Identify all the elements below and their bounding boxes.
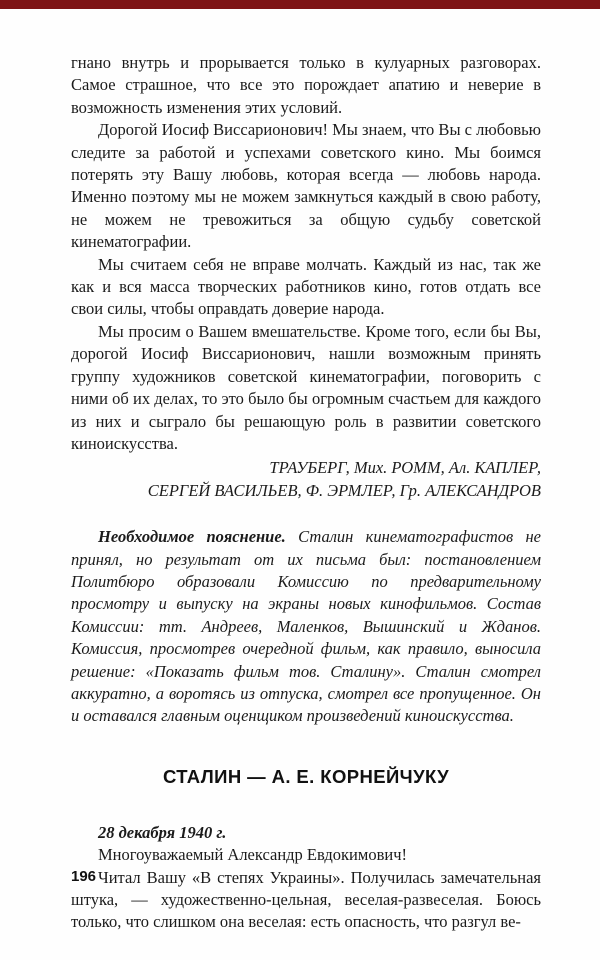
paragraph-letter-3: Мы просим о Вашем вмешательстве. Кроме того, если бы Вы, дорогой Иосиф Виссарионович, нашли возможным принять группу художников советской кинематографии, поговорить с ними об их делах, то это было бы огромным счастьем для каждого из них и сыграло бы решающую роль в развитии советского киноискусства. <box>71 321 541 453</box>
editor-note-body: Сталин кинематографистов не принял, но результат от их письма был: постановлением Политбюро образовали Комиссию по предварительному просмотру и выпуску на экраны новых кинофильмов. Состав Комиссии: тт. Андреев, Маленков, Вышинский и Жданов. Комиссия, просмотрев очередной фильм, как правило, выносила решение: «Показать фильм тов. Сталину». Сталин смотрел аккуратно, а воротясь из отпуска, смотрел все пропущенное. Он и оставался главным оценщиком произведений киноискусства. <box>71 527 542 726</box>
editor-note <box>71 526 541 728</box>
editor-note-lead: Необходимое пояснение. <box>98 527 286 547</box>
page-top-edge <box>0 0 600 9</box>
letter-salutation: Многоуважаемый Александр Евдокимович! <box>98 845 407 865</box>
paragraph-last: Читал Вашу «В степях Украины». Получилась замечательная штука, — художественно-цельная, веселая-развеселая. Боюсь только, что слишком она веселая: есть опасность, что разгул ве- <box>71 867 541 932</box>
page-number: 196 <box>71 868 97 885</box>
signature-line-2: СЕРГЕЙ ВАСИЛЬЕВ, Ф. ЭРМЛЕР, Гр. АЛЕКСАНДРОВ <box>147 480 541 500</box>
signature-block <box>71 457 541 502</box>
signature-line-1: ТРАУБЕРГ, Мих. РОММ, Ал. КАПЛЕР, <box>269 458 541 478</box>
text-block <box>71 52 541 934</box>
paragraph-letter-1: Дорогой Иосиф Виссарионович! Мы знаем, что Вы с любовью следите за работой и успехами советского кино. Мы боимся потерять эту Вашу любовь, которая всегда — любовь народа. Именно поэтому мы не можем замкнуться каждый в свою работу, не можем не тревожиться за общую судьбу советской кинематографии. <box>71 120 541 252</box>
section-heading: СТАЛИН — А. Е. КОРНЕЙЧУКУ <box>162 765 450 787</box>
letter-date: 28 декабря 1940 г. <box>98 822 227 842</box>
paragraph-continuation: гнано внутрь и прорывается только в кулуарных разговорах. Самое страшное, что все это порождает апатию и неверие в возможность изменения этих условий. <box>71 53 541 117</box>
paragraph-letter-2: Мы считаем себя не вправе молчать. Каждый из нас, так же как и вся масса творческих работников кино, готов отдать все свои силы, чтобы оправдать доверие народа. <box>71 254 541 319</box>
